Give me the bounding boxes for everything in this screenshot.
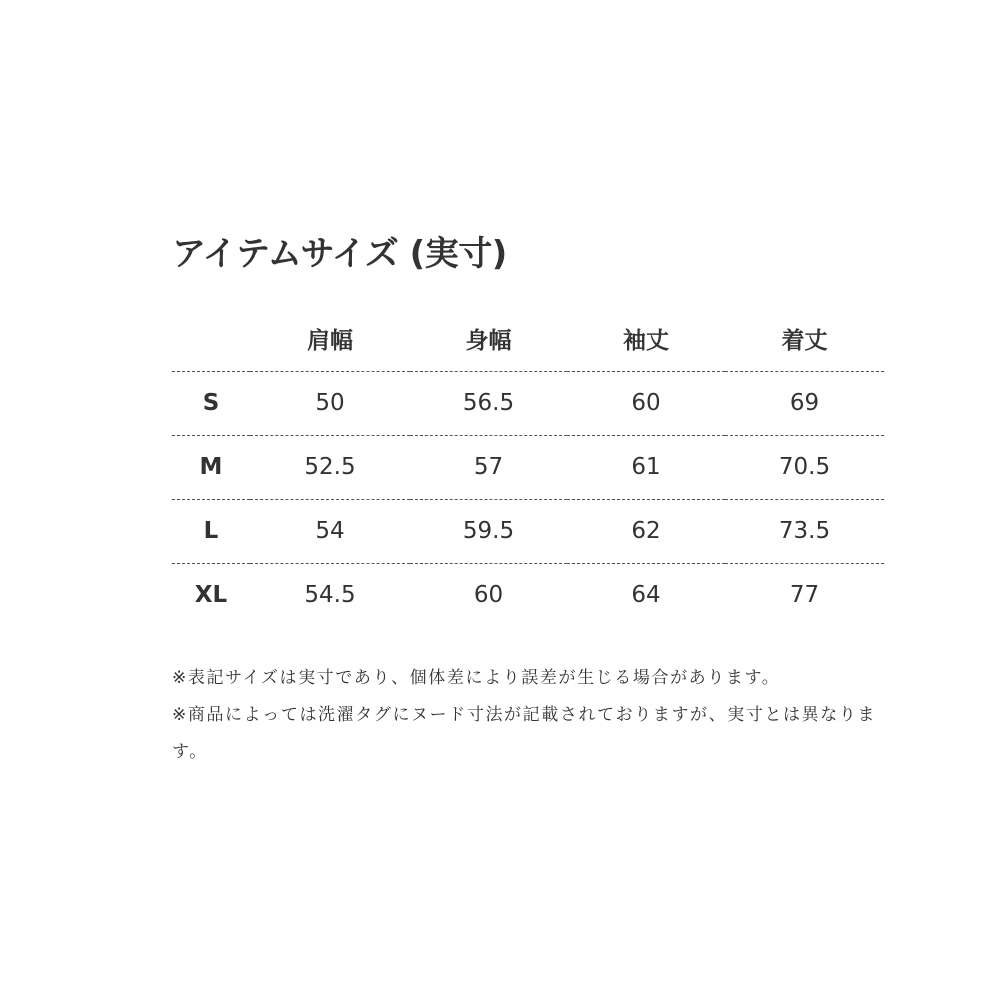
- table-header-row: [172, 307, 884, 371]
- header-body-width: 身幅: [410, 307, 567, 371]
- shoulder-width-value: 54.5: [304, 582, 356, 609]
- total-length-value: 70.5: [725, 435, 884, 499]
- note-measurement-variance: ※表記サイズは実寸であり、個体差により誤差が生じる場合があります。: [172, 668, 781, 688]
- header-total-length: 着丈: [725, 307, 884, 371]
- table-row: [172, 563, 884, 627]
- sleeve-length-value: 61: [567, 435, 725, 499]
- size-chart-table: [172, 307, 884, 627]
- body-width-value: 57: [410, 435, 567, 499]
- note-wash-tag: ※商品によっては洗濯タグにヌード寸法が記載されておりますが、実寸とは異なります。: [172, 705, 877, 762]
- body-width-value: 60: [473, 582, 504, 609]
- page-title: アイテムサイズ (実寸): [172, 234, 507, 274]
- size-label: L: [172, 499, 250, 563]
- header-size-column: [172, 307, 250, 371]
- table-row: [172, 499, 884, 563]
- table-row: [172, 435, 884, 499]
- shoulder-width-value: 50: [250, 371, 410, 435]
- shoulder-width-value: 52.5: [250, 435, 410, 499]
- body-width-value: 59.5: [410, 499, 567, 563]
- size-label: M: [172, 435, 250, 499]
- sleeve-length-value: 62: [567, 499, 725, 563]
- table-row: [172, 371, 884, 435]
- size-notes: [172, 660, 888, 771]
- total-length-value: 77: [789, 582, 820, 609]
- total-length-value: 73.5: [725, 499, 884, 563]
- shoulder-width-value: 54: [250, 499, 410, 563]
- body-width-value: 56.5: [410, 371, 567, 435]
- header-sleeve-length: 袖丈: [567, 307, 725, 371]
- header-shoulder-width: 肩幅: [250, 307, 410, 371]
- size-label: S: [172, 371, 250, 435]
- sleeve-length-value: 60: [567, 371, 725, 435]
- size-label: XL: [194, 582, 228, 609]
- total-length-value: 69: [725, 371, 884, 435]
- sleeve-length-value: 64: [631, 582, 661, 609]
